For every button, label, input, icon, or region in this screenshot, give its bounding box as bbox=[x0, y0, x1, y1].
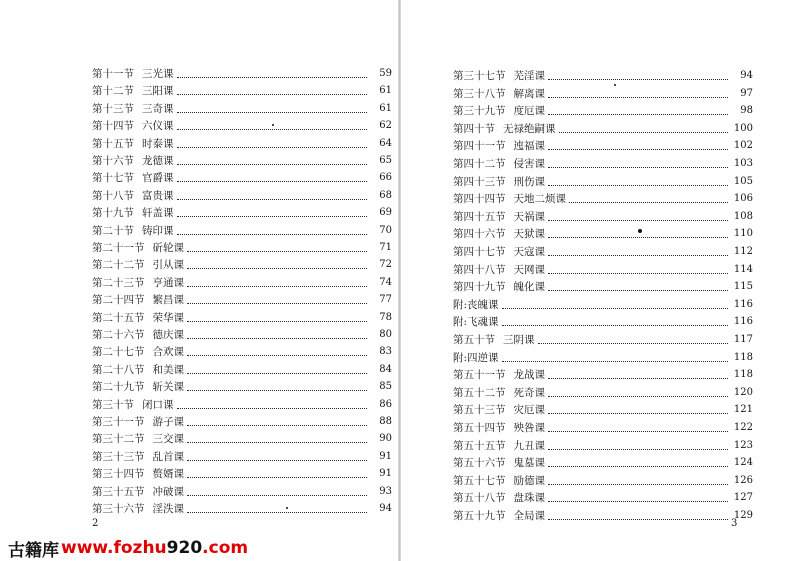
toc-entry-title: 闭口课 bbox=[142, 398, 174, 411]
toc-section-number: 第三十六节 bbox=[92, 503, 145, 515]
toc-entry[interactable] bbox=[453, 367, 753, 383]
right-page bbox=[401, 0, 793, 540]
dot-leader bbox=[548, 79, 728, 80]
toc-page-number: 98 bbox=[740, 105, 753, 117]
page-number-right: 3 bbox=[731, 518, 738, 529]
toc-section-number: 附:四逆课 bbox=[453, 351, 499, 364]
footer-site-suffix: .com bbox=[202, 538, 249, 558]
toc-entry-title: 和美课 bbox=[152, 363, 184, 376]
toc-entry[interactable] bbox=[92, 275, 392, 291]
dot-leader bbox=[177, 181, 368, 182]
dot-leader bbox=[187, 321, 367, 322]
toc-entry-title: 六仪课 bbox=[142, 120, 174, 133]
dot-leader bbox=[548, 273, 728, 274]
dot-leader bbox=[177, 147, 368, 148]
toc-page-number: 84 bbox=[379, 363, 392, 375]
toc-entry-title: 九丑课 bbox=[513, 439, 545, 452]
toc-entry-title: 三阴课 bbox=[503, 334, 535, 346]
toc-page-number: 85 bbox=[379, 381, 392, 393]
toc-page-number: 114 bbox=[733, 263, 753, 275]
toc-section-number: 第五十四节 bbox=[453, 422, 506, 434]
dot-leader bbox=[187, 390, 367, 391]
dot-leader bbox=[177, 408, 368, 409]
toc-entry[interactable] bbox=[453, 244, 753, 260]
print-speck bbox=[286, 507, 288, 509]
toc-section-number: 第四十八节 bbox=[453, 263, 506, 276]
toc-entry-title: 铸印课 bbox=[142, 224, 174, 237]
toc-page-number: 121 bbox=[733, 404, 753, 416]
toc-entry-title: 度厄课 bbox=[513, 105, 545, 118]
toc-section-number: 第二十四节 bbox=[92, 294, 145, 307]
toc-section-number: 第三十五节 bbox=[92, 485, 145, 498]
toc-page-number: 102 bbox=[733, 140, 753, 152]
toc-entry[interactable] bbox=[453, 86, 753, 102]
toc-page-number: 61 bbox=[379, 102, 392, 114]
dot-leader bbox=[187, 268, 367, 269]
toc-entry-title: 全局课 bbox=[513, 510, 545, 522]
toc-entry-title: 富贵课 bbox=[142, 189, 174, 202]
toc-page-number: 115 bbox=[733, 281, 753, 293]
toc-page-number: 83 bbox=[379, 346, 392, 358]
toc-entry[interactable] bbox=[453, 385, 753, 401]
dot-leader bbox=[177, 112, 368, 113]
toc-entry[interactable] bbox=[92, 379, 392, 395]
dot-leader bbox=[548, 396, 728, 397]
dot-leader bbox=[548, 413, 728, 414]
toc-entry[interactable] bbox=[453, 508, 753, 524]
dot-leader bbox=[548, 449, 728, 450]
toc-entry[interactable] bbox=[453, 332, 753, 348]
dot-leader bbox=[502, 308, 728, 309]
toc-entry-title: 三奇课 bbox=[142, 102, 174, 115]
dot-leader bbox=[187, 286, 367, 287]
toc-entry-title: 天地二烦课 bbox=[513, 193, 566, 206]
toc-entry-title: 游子课 bbox=[152, 416, 184, 428]
toc-page-number: 124 bbox=[733, 457, 753, 469]
dot-leader bbox=[187, 355, 367, 356]
toc-entry-title: 淫泆课 bbox=[152, 503, 184, 515]
dot-leader bbox=[569, 202, 728, 203]
toc-entry-title: 盘珠课 bbox=[513, 492, 545, 505]
toc-entry[interactable] bbox=[92, 310, 392, 326]
toc-page-number: 120 bbox=[733, 386, 753, 398]
print-speck bbox=[638, 229, 642, 233]
toc-entry[interactable] bbox=[453, 279, 753, 295]
toc-entry[interactable] bbox=[453, 473, 753, 489]
toc-entry[interactable] bbox=[453, 68, 753, 84]
toc-entry-title: 龙战课 bbox=[513, 369, 545, 382]
toc-page-number: 91 bbox=[379, 450, 392, 462]
toc-page-number: 106 bbox=[733, 193, 753, 205]
toc-page-number: 74 bbox=[379, 276, 392, 288]
toc-page-number: 65 bbox=[379, 155, 392, 166]
toc-page-number: 127 bbox=[733, 492, 753, 504]
toc-section-number: 第四十六节 bbox=[453, 228, 506, 241]
toc-entry-title: 天狱课 bbox=[513, 228, 545, 241]
toc-section-number: 第四十一节 bbox=[453, 140, 506, 153]
toc-section-number: 附:丧魄课 bbox=[453, 298, 499, 311]
toc-entry[interactable] bbox=[92, 153, 392, 169]
toc-section-number: 第十九节 bbox=[92, 207, 134, 220]
toc-section-number: 第二十三节 bbox=[92, 276, 145, 289]
toc-section-number: 第三十九节 bbox=[453, 105, 506, 118]
toc-entry[interactable] bbox=[92, 397, 392, 413]
dot-leader bbox=[187, 373, 367, 374]
dot-leader bbox=[548, 167, 728, 168]
dot-leader bbox=[177, 199, 368, 200]
toc-section-number: 第四十三节 bbox=[453, 175, 506, 188]
dot-leader bbox=[548, 237, 728, 238]
toc-section-number: 第十二节 bbox=[92, 85, 134, 98]
toc-entry[interactable] bbox=[453, 121, 753, 137]
toc-entry-title: 三交课 bbox=[152, 433, 184, 446]
toc-section-number: 第五十一节 bbox=[453, 369, 506, 382]
toc-entry-title: 官爵课 bbox=[142, 172, 174, 185]
toc-section-number: 第十五节 bbox=[92, 137, 134, 150]
toc-page-number: 94 bbox=[740, 70, 753, 81]
toc-section-number: 第十八节 bbox=[92, 189, 134, 202]
toc-entry[interactable] bbox=[92, 188, 392, 204]
toc-entry-title: 冲破课 bbox=[152, 485, 184, 498]
dot-leader bbox=[177, 77, 368, 78]
toc-entry-title: 鬼墓课 bbox=[513, 457, 545, 470]
toc-entry-title: 合欢课 bbox=[152, 346, 184, 359]
toc-section-number: 附:飞魂课 bbox=[453, 316, 499, 329]
dot-leader bbox=[548, 519, 728, 520]
footer-site-prefix: www.fozhu bbox=[61, 538, 167, 558]
toc-entry[interactable] bbox=[92, 344, 392, 360]
toc-entry-title: 引从课 bbox=[152, 259, 184, 272]
dot-leader bbox=[548, 97, 728, 98]
toc-page-number: 93 bbox=[379, 485, 392, 497]
toc-entry[interactable] bbox=[92, 205, 392, 221]
toc-entry[interactable] bbox=[92, 257, 392, 273]
toc-section-number: 第三十节 bbox=[92, 398, 134, 411]
toc-entry[interactable] bbox=[92, 83, 392, 99]
toc-page-number: 59 bbox=[379, 68, 392, 79]
toc-page-number: 123 bbox=[733, 439, 753, 451]
dot-leader bbox=[177, 94, 368, 95]
toc-page-number: 118 bbox=[733, 351, 753, 363]
toc-page-number: 72 bbox=[379, 259, 392, 271]
toc-entry[interactable] bbox=[92, 223, 392, 239]
toc-page-number: 88 bbox=[379, 416, 392, 427]
toc-entry-title: 芜淫课 bbox=[513, 70, 545, 82]
toc-entry-title: 荣华课 bbox=[152, 311, 184, 324]
toc-entry[interactable] bbox=[92, 66, 392, 82]
toc-entry-title: 赘婿课 bbox=[152, 468, 184, 481]
toc-page-number: 94 bbox=[379, 503, 392, 514]
toc-entry[interactable] bbox=[92, 240, 392, 256]
toc-entry-title: 三光课 bbox=[142, 68, 174, 80]
toc-entry[interactable] bbox=[92, 327, 392, 343]
toc-page-number: 68 bbox=[379, 189, 392, 201]
toc-entry-title: 侵害课 bbox=[513, 158, 545, 170]
toc-section-number: 第十一节 bbox=[92, 68, 134, 80]
toc-page-number: 61 bbox=[379, 85, 392, 97]
toc-page-number: 126 bbox=[733, 474, 753, 486]
dot-leader bbox=[187, 495, 367, 496]
toc-section-number: 第三十二节 bbox=[92, 433, 145, 446]
toc-section-number: 第十三节 bbox=[92, 102, 134, 115]
dot-leader bbox=[187, 477, 367, 478]
toc-entry[interactable] bbox=[453, 402, 753, 418]
toc-page-number: 108 bbox=[733, 210, 753, 222]
toc-entry[interactable] bbox=[92, 292, 392, 308]
toc-section-number: 第二十六节 bbox=[92, 329, 145, 341]
footer-site-url[interactable] bbox=[61, 538, 248, 558]
toc-section-number: 第二十二节 bbox=[92, 259, 145, 272]
toc-entry[interactable] bbox=[92, 414, 392, 430]
footer-site-number: 920 bbox=[166, 538, 203, 558]
toc-entry[interactable] bbox=[453, 174, 753, 190]
toc-page-number: 77 bbox=[379, 294, 392, 306]
dot-leader bbox=[502, 325, 728, 326]
toc-entry-title: 龙德课 bbox=[142, 155, 174, 167]
dot-leader bbox=[177, 216, 368, 217]
dot-leader bbox=[548, 114, 728, 115]
toc-section-number: 第五十八节 bbox=[453, 492, 506, 505]
toc-entry-title: 无禄绝嗣课 bbox=[503, 122, 556, 135]
watermark-footer bbox=[0, 535, 793, 561]
toc-entry-title: 亨通课 bbox=[152, 276, 184, 289]
dot-leader bbox=[548, 378, 728, 379]
toc-page-number: 69 bbox=[379, 207, 392, 219]
toc-entry-title: 轩盖课 bbox=[142, 207, 174, 220]
toc-entry[interactable] bbox=[92, 170, 392, 186]
toc-page-number: 110 bbox=[733, 228, 753, 240]
toc-entry[interactable] bbox=[453, 438, 753, 454]
toc-entry-title: 斩关课 bbox=[152, 381, 184, 394]
toc-entry[interactable] bbox=[453, 191, 753, 207]
toc-entry[interactable] bbox=[453, 314, 753, 330]
toc-entry[interactable] bbox=[453, 103, 753, 119]
toc-entry[interactable] bbox=[453, 138, 753, 154]
toc-section-number: 第五十节 bbox=[453, 334, 495, 346]
toc-entry[interactable] bbox=[453, 420, 753, 436]
dot-leader bbox=[548, 185, 728, 186]
dot-leader bbox=[187, 303, 367, 304]
dot-leader bbox=[177, 129, 368, 130]
toc-entry[interactable] bbox=[453, 156, 753, 172]
toc-section-number: 第四十四节 bbox=[453, 193, 506, 206]
toc-page-number: 129 bbox=[733, 510, 753, 521]
toc-section-number: 第五十五节 bbox=[453, 439, 506, 452]
toc-entry-title: 魄化课 bbox=[513, 281, 545, 294]
dot-leader bbox=[548, 466, 728, 467]
toc-page-number: 103 bbox=[733, 158, 753, 169]
toc-page-number: 97 bbox=[740, 87, 753, 99]
toc-page-number: 62 bbox=[379, 120, 392, 132]
toc-section-number: 第十六节 bbox=[92, 155, 134, 167]
dot-leader bbox=[548, 220, 728, 221]
toc-entry-title: 德庆课 bbox=[152, 329, 184, 341]
footer-brand: 古籍库 bbox=[8, 540, 59, 561]
dot-leader bbox=[548, 255, 728, 256]
dot-leader bbox=[187, 425, 367, 426]
toc-entry-title: 灾厄课 bbox=[513, 404, 545, 417]
dot-leader bbox=[187, 442, 367, 443]
toc-page-number: 117 bbox=[733, 334, 753, 345]
toc-entry[interactable] bbox=[453, 262, 753, 278]
dot-leader bbox=[502, 361, 728, 362]
toc-entry[interactable] bbox=[453, 209, 753, 225]
print-speck bbox=[272, 124, 274, 126]
dot-leader bbox=[548, 484, 728, 485]
toc-section-number: 第二十一节 bbox=[92, 242, 145, 254]
toc-entry-title: 时泰课 bbox=[142, 137, 174, 150]
toc-page-number: 80 bbox=[379, 329, 392, 340]
dot-leader bbox=[177, 164, 368, 165]
toc-entry[interactable] bbox=[92, 101, 392, 117]
dot-leader bbox=[559, 132, 729, 133]
toc-entry[interactable] bbox=[92, 118, 392, 134]
toc-entry-title: 迍福课 bbox=[513, 140, 545, 153]
toc-section-number: 第十七节 bbox=[92, 172, 134, 185]
toc-section-number: 第五十三节 bbox=[453, 404, 506, 417]
toc-page-number: 86 bbox=[379, 398, 392, 410]
toc-entry[interactable] bbox=[453, 226, 753, 242]
toc-page-number: 116 bbox=[733, 298, 753, 310]
toc-section-number: 第四十节 bbox=[453, 122, 495, 135]
toc-entry-title: 刑伤课 bbox=[513, 175, 545, 188]
toc-section-number: 第三十四节 bbox=[92, 468, 145, 481]
toc-section-number: 第四十五节 bbox=[453, 210, 506, 223]
toc-entry-title: 乱首课 bbox=[152, 450, 184, 463]
toc-section-number: 第二十节 bbox=[92, 224, 134, 237]
toc-page-number: 70 bbox=[379, 224, 392, 236]
toc-entry-title: 天祸课 bbox=[513, 210, 545, 223]
toc-entry[interactable] bbox=[92, 431, 392, 447]
print-speck bbox=[614, 84, 616, 86]
dot-leader bbox=[548, 501, 728, 502]
toc-section-number: 第四十七节 bbox=[453, 246, 506, 258]
toc-entry-title: 死奇课 bbox=[513, 386, 545, 399]
toc-page-number: 78 bbox=[379, 311, 392, 323]
toc-entry-title: 励德课 bbox=[513, 474, 545, 487]
toc-entry[interactable] bbox=[453, 455, 753, 471]
toc-entry[interactable] bbox=[92, 449, 392, 465]
dot-leader bbox=[187, 460, 367, 461]
toc-entry[interactable] bbox=[453, 490, 753, 506]
toc-page-number: 112 bbox=[733, 246, 753, 257]
toc-entry-title: 天网课 bbox=[513, 263, 545, 276]
toc-entry[interactable] bbox=[92, 362, 392, 378]
toc-page-number: 66 bbox=[379, 172, 392, 184]
dot-leader bbox=[187, 338, 367, 339]
toc-entry[interactable] bbox=[92, 484, 392, 500]
toc-page-number: 118 bbox=[733, 369, 753, 381]
dot-leader bbox=[548, 290, 728, 291]
toc-section-number: 第三十七节 bbox=[453, 70, 506, 82]
toc-section-number: 第四十九节 bbox=[453, 281, 506, 294]
dot-leader bbox=[187, 251, 367, 252]
dot-leader bbox=[548, 149, 728, 150]
toc-page-number: 100 bbox=[733, 122, 753, 134]
toc-entry-title: 解离课 bbox=[513, 87, 545, 100]
toc-entry-title: 殃咎课 bbox=[513, 422, 545, 434]
toc-section-number: 第二十八节 bbox=[92, 363, 145, 376]
toc-page-number: 122 bbox=[733, 422, 753, 433]
toc-entry[interactable] bbox=[92, 466, 392, 482]
toc-page-number: 90 bbox=[379, 433, 392, 445]
toc-section-number: 第三十八节 bbox=[453, 87, 506, 100]
toc-section-number: 第二十七节 bbox=[92, 346, 145, 359]
toc-page-number: 116 bbox=[733, 316, 753, 328]
toc-section-number: 第三十一节 bbox=[92, 416, 145, 428]
dot-leader bbox=[187, 512, 367, 513]
left-page bbox=[0, 0, 398, 540]
dot-leader bbox=[177, 234, 368, 235]
toc-entry[interactable] bbox=[92, 136, 392, 152]
toc-entry-title: 繁昌课 bbox=[152, 294, 184, 307]
toc-page-number: 64 bbox=[379, 137, 392, 149]
dot-leader bbox=[538, 343, 729, 344]
toc-page-number: 91 bbox=[379, 468, 392, 480]
toc-section-number: 第三十三节 bbox=[92, 450, 145, 463]
toc-section-number: 第十四节 bbox=[92, 120, 134, 133]
toc-entry-title: 天寇课 bbox=[513, 246, 545, 258]
toc-section-number: 第五十六节 bbox=[453, 457, 506, 470]
toc-section-number: 第二十九节 bbox=[92, 381, 145, 394]
toc-entry[interactable] bbox=[453, 297, 753, 313]
toc-section-number: 第二十五节 bbox=[92, 311, 145, 324]
toc-entry-title: 三阳课 bbox=[142, 85, 174, 98]
toc-section-number: 第五十七节 bbox=[453, 474, 506, 487]
toc-page-number: 105 bbox=[733, 175, 753, 187]
toc-section-number: 第五十九节 bbox=[453, 510, 506, 522]
toc-page-number: 71 bbox=[379, 242, 392, 253]
dot-leader bbox=[548, 431, 728, 432]
toc-section-number: 第四十二节 bbox=[453, 158, 506, 170]
page-number-left: 2 bbox=[92, 518, 99, 529]
toc-entry[interactable] bbox=[92, 501, 392, 517]
toc-entry-title: 斫轮课 bbox=[152, 242, 184, 254]
toc-entry[interactable] bbox=[453, 350, 753, 366]
toc-section-number: 第五十二节 bbox=[453, 386, 506, 399]
